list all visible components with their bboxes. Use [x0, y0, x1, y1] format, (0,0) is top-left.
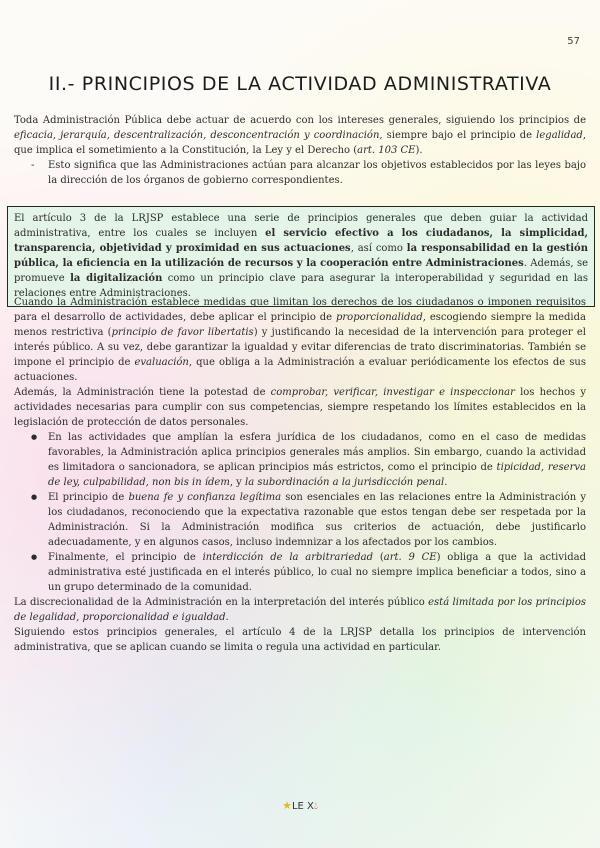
p1-text-4: , que obliga a la Administración a evaluar periódicamente los efectos de sus actuaciones.	[14, 357, 586, 383]
paragraph-proporcionalidad	[14, 295, 586, 385]
intro-text-2: siempre bajo el principio de	[382, 130, 537, 141]
p1-text-2: , escogiendo siempre la medida menos restrictiva (	[14, 312, 586, 338]
intro-text-3: , que implica el sometimiento a la Constitución, la Ley y el Derecho (	[14, 130, 586, 156]
b2-italic-1: buena fe y confianza legítima	[128, 492, 282, 503]
b1-italic-2: la subordinación a la jurisdicción penal	[245, 477, 445, 488]
box-text-2: , así como	[350, 243, 407, 254]
intro-italic-legalidad: legalidad	[536, 130, 583, 141]
highlight-box	[7, 206, 595, 307]
page-number: 57	[567, 36, 580, 47]
b3-italic-2: art. 9 CE	[383, 552, 437, 563]
intro-section	[14, 113, 586, 188]
page-title: II.- PRINCIPIOS DE LA ACTIVIDAD ADMINISTRATIVA	[48, 73, 552, 95]
logo-text: LE X	[291, 801, 314, 812]
bullet-item-ampliadoras	[48, 430, 586, 490]
b3-italic-1: interdicción de la arbitrariedad	[202, 552, 374, 563]
intro-text-4: ).	[415, 145, 423, 156]
paragraph-potestad	[14, 385, 586, 430]
b3-text-2: (	[373, 552, 384, 563]
intro-italic-article: art. 103 CE	[357, 145, 416, 156]
intro-paragraph	[14, 113, 586, 158]
star-icon: ★	[282, 799, 292, 812]
box-bold-1: el servicio efectivo a los ciudadanos, la simplicidad, transparencia, objetividad y proximidad en sus actuaciones	[14, 228, 588, 254]
p2-italic-1: comprobar, verificar, investigar e inspeccionar	[270, 387, 515, 398]
p3-text-1: La discrecionalidad de la Administración en la interpretación del interés público	[14, 597, 429, 608]
p1-italic-2: principio de favor libertatis	[111, 327, 254, 338]
intro-italic-principles: eficacia, jerarquía, descentralización, desconcentración y coordinación,	[14, 130, 383, 141]
b3-text-3: ) obliga a que la actividad administrativa esté justificada en el interés público, lo cual no siempre implica beneficiar a todos, sino a un grupo determinado de la comunidad.	[48, 552, 586, 593]
p3-text-2: .	[225, 612, 229, 623]
b2-text-1: El principio de	[48, 492, 129, 503]
p1-italic-3: evaluación	[134, 357, 189, 368]
paragraph-discrecionalidad	[14, 595, 586, 625]
footer-logo	[0, 799, 600, 812]
box-text-3: . Además, se promueve	[14, 258, 588, 284]
bullet-item-arbitrariedad	[48, 550, 586, 595]
p2-text-1: Además, la Administración tiene la potestad de	[14, 387, 271, 398]
dash-list	[14, 158, 586, 188]
p1-text-1: Cuando la Administración establece medidas que limitan los derechos de los ciudadanos o imponen requisitos para el desarrollo de actividades, debe aplicar el principio de	[14, 297, 586, 323]
intro-text-1: Toda Administración Pública debe actuar de acuerdo con los intereses generales, siguiendo los principios de	[14, 115, 586, 126]
p1-text-3: ) y justificando la necesidad de la intervención para proteger el interés público. A su vez, debe garantizar la igualdad y evitar diferencias de trato discriminatorias. También se impone el principio de	[14, 327, 586, 368]
p1-italic-1: proporcionalidad	[336, 312, 423, 323]
b1-italic-1: tipicidad, reserva de ley, culpabilidad, non bis in ídem	[48, 462, 586, 488]
highlight-paragraph	[14, 211, 588, 301]
box-bold-3: la digitalización	[70, 273, 163, 284]
b2-text-2: son esenciales en las relaciones entre la Administración y los ciudadanos, reconociendo que la expectativa razonable que estos tengan debe ser respetada por la Administración. Si la Administración modifica sus criterios de actuación, debe justificarlo adecuadamente, y en algunos casos, incluso indemnizar a los afectados por los cambios.	[48, 492, 587, 548]
p3-italic-1: está limitada por los principios de legalidad, proporcionalidad e igualdad	[14, 597, 587, 623]
b1-text-3: .	[444, 477, 448, 488]
bullet-list	[14, 430, 586, 595]
b3-text-1: Finalmente, el principio de	[48, 552, 203, 563]
b1-text-1: En las actividades que amplían la esfera jurídica de los ciudadanos, como en el caso de medidas favorables, la Administración aplica principios generales más amplios. Sin embargo, cuando la actividad es limitadora o sancionadora, se aplican principios más estrictos, como el principio de	[48, 432, 586, 473]
dash-list-item: - Esto significa que las Administraciones actúan para alcanzar los objetivos establecidos por las leyes bajo la dirección de los órganos de gobierno correspondientes.	[48, 158, 586, 188]
b1-text-2: , y	[229, 477, 246, 488]
p2-text-2: los hechos y actividades necesarias para cumplir con sus competencias, siempre respetando los límites establecidos en la legislación de protección de datos personales.	[14, 387, 586, 428]
body-section	[14, 295, 586, 655]
box-bold-2: la responsabilidad en la gestión pública, la eficiencia en la utilización de recursos y la cooperación entre Administraciones	[14, 243, 588, 269]
bullet-item-buena-fe	[48, 490, 586, 550]
box-text-1: El artículo 3 de la LRJSP establece una serie de principios generales que deben guiar la actividad administrativa, entre los cuales se incluyen	[14, 213, 588, 239]
paragraph-articulo-4: Siguiendo estos principios generales, el artículo 4 de la LRJSP detalla los principios de intervención administrativa, que se aplican cuando se limita o regula una actividad en particular.	[14, 627, 586, 653]
box-text-4: como un principio clave para asegurar la interoperabilidad y seguridad en las relaciones entre Administraciones.	[14, 273, 588, 299]
drop-icon: 💧︎	[313, 801, 318, 812]
